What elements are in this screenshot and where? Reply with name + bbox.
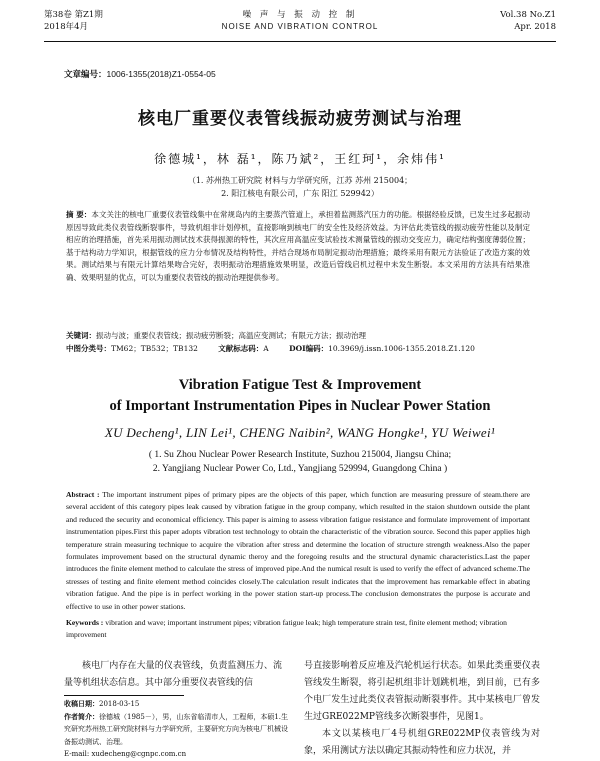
doc-value: A	[263, 344, 269, 353]
authors-cn: 徐德城¹，林 磊¹，陈乃斌²，王红珂¹，余炜伟¹	[154, 152, 446, 166]
doc-label: 文献标志码：	[218, 344, 264, 353]
keywords-en-label: Keywords :	[66, 618, 104, 627]
clc-code	[66, 344, 198, 353]
abstract-en-label: Abstract :	[66, 490, 100, 499]
running-header	[44, 7, 556, 42]
abstract-en-text: The important instrument pipes of primary pipes are the objects of this paper, which function are measuring pressure of steam.there are several accident of this category pipes leak caused by vibration fatigue in the group company, which resulted in the staion shutdown outside the plant and reduced the security and economical efficiency. This paper is aiming to assess vibration fatigue resistance and formulate improvement of important instrumentation pipes.First this paper adopts vibration test technology to obtain the characteristic of the vibration source. Second this paper applies high temperature strain measuring technique to acquire the vibration after stress and determine the location of structure strength weakness.Also the paper formulates improvement based on the structural dynamic theroy and the foregoing results and the structural dynamic characteristics.Last the paper introduces the finite element method to calculate the stress of improved pipe.And the numical result is used to verify the effect of advanced scheme.The stresses of testing and finite element method coincides closely.The calculation result indicates that the improvement has remarkable effect in abating vibration fatigue. And the pipe is in perfect working in the power station start-up process.The conclusion demonstrates the purpose is accurate and effective to use in other power stations.	[66, 490, 531, 611]
affiliations-en	[0, 448, 600, 476]
footnote-received	[64, 698, 289, 711]
affiliation-en-1: ( 1. Su Zhou Nuclear Power Research Institute, Suzhou 215004, Jiangsu China;	[148, 450, 452, 460]
header-date-cn: 2018年4月	[44, 22, 89, 32]
article-number	[64, 68, 216, 80]
header-date-en: Apr. 2018	[514, 22, 556, 32]
affiliations-cn	[0, 174, 600, 200]
author-bio-label: 作者简介：	[64, 711, 99, 721]
body-right-paragraph-1: 号直接影响着反应堆及汽轮机运行状态。如果此类重要仪表管线发生断裂，将引起机组非计划跳机堆，到目前，已有多个电厂发生过此类仪表管振动断裂事件。其中某核电厂曾发生过GRE022MP管线多次断裂事件，见图1。	[304, 661, 540, 722]
footnote-email: E-mail: xudecheng@cgnpc.com.cn	[64, 750, 187, 759]
body-left-column: 核电厂内存在大量的仪表管线，负责监测压力、流量等机组状态信息。其中部分重要仪表管线的信	[64, 661, 282, 688]
classification-line	[66, 343, 530, 355]
affiliation-cn-1: （1. 苏州热工研究院 材料与力学研究所，江苏 苏州 215004；	[187, 176, 413, 185]
keywords-cn-text: 振动与波；重要仪表管线；振动疲劳断裂；高温应变测试；有限元方法；振动治理	[96, 331, 366, 340]
document-code	[218, 344, 268, 353]
footnote	[64, 698, 289, 761]
doi-value: 10.3969/j.issn.1006-1355.2018.Z1.120	[328, 344, 475, 353]
abstract-cn-label: 摘 要：	[66, 210, 92, 219]
keywords-cn	[66, 330, 530, 342]
keywords-en	[66, 617, 530, 642]
doi	[289, 344, 475, 353]
keywords-en-text: vibration and wave; important instrument pipes; vibration fatigue leak; high temperature strain test, finite element method; vibration improvement	[66, 618, 507, 640]
abstract-cn	[66, 209, 530, 285]
title-cn: 核电厂重要仪表管线振动疲劳测试与治理	[138, 109, 462, 129]
keywords-cn-label: 关键词：	[66, 331, 96, 340]
affiliation-cn-2: 2. 阳江核电有限公司，广东 阳江 529942）	[221, 189, 379, 198]
footnote-rule	[64, 695, 184, 696]
body-right-paragraph-2: 本文以某核电厂4号机组GRE022MP仪表管线为对象，采用测试方法以确定其振动特性和应力状况，并	[304, 729, 540, 756]
article-number-value: 1006-1355(2018)Z1-0554-05	[106, 69, 216, 79]
affiliation-en-2: 2. Yangjiang Nuclear Power Co, Ltd., Yangjiang 529994, Guangdong China )	[152, 464, 448, 474]
title-en-line-2: of Important Instrumentation Pipes in Nuclear Power Station	[109, 398, 491, 414]
body-right-column	[304, 658, 540, 760]
received-label: 收稿日期：	[64, 699, 99, 708]
clc-label: 中图分类号：	[66, 344, 111, 353]
header-issue-en	[500, 9, 556, 33]
authors-en: XU Decheng¹, LIN Lei¹, CHENG Naibin², WANG Hongke¹, YU Weiwei¹	[104, 425, 496, 440]
title-en	[0, 375, 600, 417]
header-journal-cn: 噪 声 与 振 动 控 制	[242, 10, 358, 20]
header-journal-name	[44, 9, 556, 33]
abstract-cn-text: 本文关注的核电厂重要仪表管线集中在常规岛内的主要蒸汽管道上，承担着监测蒸汽压力的功能。根据经验反馈，已发生过多起振动原因导致此类仪表管线断裂事件，导致机组非计划停机，直接影响到核电厂的安全性及经济效益。为评估此类管线的振动疲劳性能以及制定相应的治理措施，首先采用振动测试技术获得振源的特性，其次应用高温应变试验技术测量管线的振动交变应力，确定结构强度薄弱位置；基于结构动力学知识，根据管线的应力分布情况及结构特性，并结合现场布局制定振动治理措施；最终采用有限元方法验证了改造方案的效果。测试结果与有限元计算结果吻合完好，表明振动治理措施效果明显，改造后管线启机过程中未发生断裂。本文采用的方法具有结果准确、效果明显的优点，可以为重要仪表管线的振动治理提供参考。	[66, 210, 530, 282]
doi-label: DOI编码：	[289, 344, 329, 353]
title-en-line-1: Vibration Fatigue Test & Improvement	[178, 377, 422, 393]
header-journal-en: NOISE AND VIBRATION CONTROL	[221, 22, 379, 31]
header-volume-cn: 第38卷 第Z1期	[44, 10, 103, 20]
received-value: 2018-03-15	[99, 700, 140, 708]
footnote-author	[64, 711, 289, 749]
abstract-en	[66, 489, 530, 613]
header-volume-en: Vol.38 No.Z1	[500, 10, 556, 20]
article-number-label: 文章编号：	[64, 69, 107, 79]
clc-value: TM62；TB532；TB132	[111, 344, 198, 353]
author-bio-value: 徐德城（1985－），男，山东省临清市人，工程师，本硕1.生究研究苏州热工研究院材料与力学研究所，主要研究方向为核电厂机械设备振动测试、治理。	[64, 712, 288, 746]
